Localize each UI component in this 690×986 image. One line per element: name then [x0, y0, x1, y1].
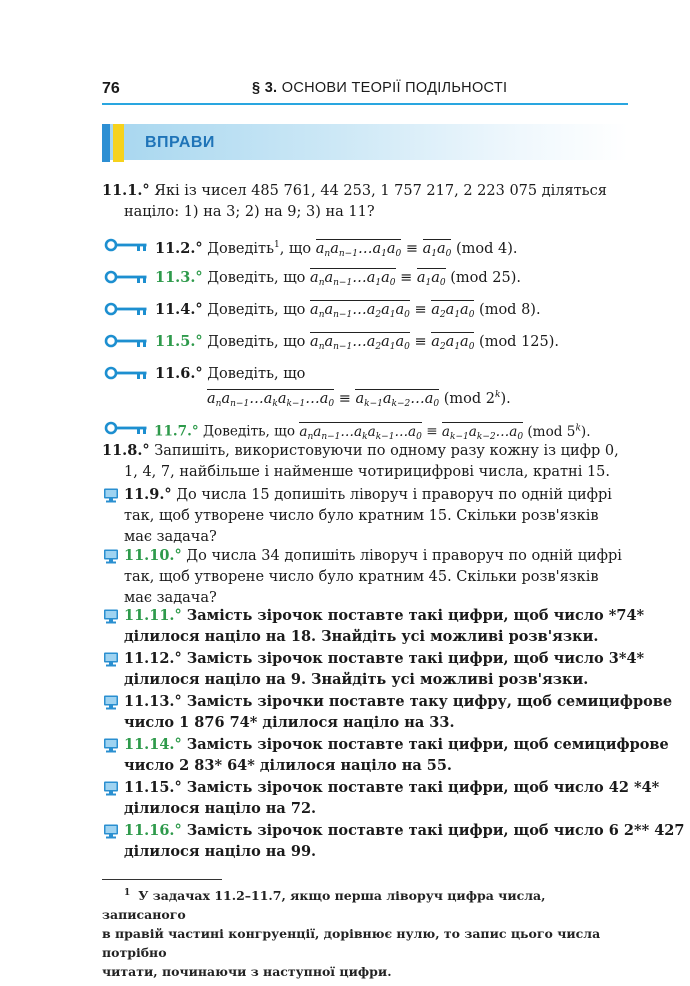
key-icon: [104, 238, 148, 252]
exercise-number: 11.10.°: [124, 547, 182, 564]
footnote-rule: [102, 879, 222, 880]
exercise-text: Доведіть, що: [202, 270, 306, 286]
exercise-text: До числа 34 допишіть ліворуч і праворуч по одній цифрі: [181, 548, 622, 564]
exercise-text: Замість зірочок поставте такі цифри, щоб число 42 *4*: [181, 779, 660, 796]
footnote-text-line: в правій частині конгруенції, дорівнює нулю, то запис цього числа потрібно: [102, 926, 601, 960]
exercise-text: До числа 15 допишіть ліворуч і праворуч по одній цифрі: [171, 487, 612, 503]
footnote-mark: 1: [124, 888, 131, 898]
section-title: [252, 80, 507, 96]
exercise-number: 11.6.°: [155, 365, 203, 382]
exercise-text-line: число 1 876 74* ділилося націло на 33.: [124, 714, 455, 731]
exercise-number: 11.14.°: [124, 736, 182, 753]
exercise-text-line: ділилося націло на 9. Знайдіть усі можливі розв'язки.: [124, 671, 589, 688]
key-icon: [104, 302, 148, 316]
modulus: (mod 5$^k$).: [527, 423, 591, 440]
computer-icon: [103, 549, 119, 564]
modulus: (mod 125).: [479, 334, 560, 350]
modulus: (mod 2$^k$).: [443, 390, 511, 407]
computer-icon: [103, 609, 119, 624]
computer-icon: [103, 824, 119, 839]
key-icon: [104, 270, 148, 284]
modulus: (mod 25).: [450, 270, 522, 286]
exercise-11-8: [102, 440, 619, 483]
exercise-number: 11.8.°: [102, 442, 150, 459]
computer-icon: [103, 695, 119, 710]
exercise-number: 11.1.°: [102, 182, 150, 199]
modulus: (mod 4).: [456, 241, 518, 257]
exercise-text-line: так, щоб утворене число було кратним 15. Скільки розв'язків: [124, 508, 599, 524]
exercise-text-line: так, щоб утворене число було кратним 45. Скільки розв'язків: [124, 569, 599, 585]
exercise-11-10: [124, 545, 622, 609]
exercise-text: Замість зірочок поставте такі цифри, щоб семицифрове: [181, 736, 669, 753]
computer-icon: [103, 781, 119, 796]
exercise-11-12: [124, 648, 644, 690]
exercise-number: 11.16.°: [124, 822, 182, 839]
exercise-11-13: [124, 691, 672, 733]
congruence-formula: $a_na_{n-1}\dots a_2a_1a_0 \equiv a_2a_1a_0$: [310, 302, 475, 320]
exercise-text: Які із чисел 485 761, 44 253, 1 757 217, 2 223 075 діляться: [149, 183, 607, 199]
exercise-11-9: [124, 484, 612, 548]
exercise-number: 11.3.°: [155, 269, 203, 286]
exercise-text: Замість зірочки поставте таку цифру, щоб семицифрове: [181, 693, 673, 710]
exercise-11-2: [155, 235, 518, 265]
banner-stripe-yellow: [113, 124, 124, 162]
exercise-number: 11.9.°: [124, 486, 172, 503]
exercise-11-6-formula-line: [207, 385, 511, 415]
key-icon: [104, 366, 148, 380]
section-title-text: ОСНОВИ ТЕОРІЇ ПОДІЛЬНОСТІ: [281, 80, 508, 96]
exercise-text-line: ділилося націло на 18. Знайдіть усі можливі розв'язки.: [124, 628, 599, 645]
modulus: (mod 8).: [479, 302, 541, 318]
banner-stripe-blue: [102, 124, 110, 162]
exercise-text: Доведіть: [202, 241, 274, 257]
exercise-text-line: ділилося націло на 99.: [124, 843, 317, 860]
exercise-text: Доведіть, що: [198, 423, 295, 440]
exercise-11-14: [124, 734, 669, 776]
exercise-text: Доведіть, що: [202, 334, 306, 350]
exercise-text: Доведіть, що: [202, 302, 306, 318]
exercise-number: 11.7.°: [154, 423, 199, 440]
exercise-text-line: має задача?: [124, 590, 217, 606]
header-rule: [102, 103, 628, 105]
congruence-formula: $a_na_{n-1}\dots a_1a_0 \equiv a_1a_0$: [310, 270, 446, 288]
exercise-text-line: число 2 83* 64* ділилося націло на 55.: [124, 757, 452, 774]
exercise-number: 11.15.°: [124, 779, 182, 796]
exercise-number: 11.5.°: [155, 333, 203, 350]
exercise-number: 11.4.°: [155, 301, 203, 318]
computer-icon: [103, 652, 119, 667]
congruence-formula: $a_na_{n-1}\dots a_1a_0 \equiv a_1a_0$: [315, 241, 452, 259]
computer-icon: [103, 738, 119, 753]
exercise-11-5: [155, 331, 559, 358]
exercise-text-2: , що: [279, 241, 312, 257]
key-icon: [104, 421, 148, 435]
exercise-text-line: має задача?: [124, 529, 217, 545]
banner-title: ВПРАВИ: [145, 134, 215, 151]
banner-stripes: [102, 124, 126, 162]
footnote-text: У задачах 11.2–11.7, якщо перша ліворуч цифра числа, записаного: [102, 888, 546, 922]
exercise-11-15: [124, 777, 659, 819]
exercise-number: 11.12.°: [124, 650, 182, 667]
exercise-text-line: націло: 1) на 3; 2) на 9; 3) на 11?: [124, 204, 375, 220]
exercise-text: Доведіть, що: [202, 366, 306, 382]
computer-icon: [103, 488, 119, 503]
exercise-11-6: [155, 363, 305, 385]
congruence-formula: $a_na_{n-1}\dots a_ka_{k-1}\dots a_0$ ≡ $a_{k-1}a_{k-2}\dots a_0$: [299, 423, 524, 442]
exercise-number: 11.13.°: [124, 693, 182, 710]
exercise-11-16: [124, 820, 684, 862]
exercise-text: Замість зірочок поставте такі цифри, щоб число 3*4*: [181, 650, 645, 667]
section-mark: § 3.: [252, 80, 278, 96]
congruence-formula: $a_na_{n-1}\dots a_2a_1a_0 \equiv a_2a_1a_0$: [310, 334, 475, 352]
exercise-number: 11.2.°: [155, 240, 203, 257]
exercise-text: Замість зірочок поставте такі цифри, щоб число 6 2** 427: [181, 822, 685, 839]
footnote-marker: 1: [273, 240, 280, 250]
footnote: [102, 884, 622, 981]
footnote-text-line: читати, починаючи з наступної цифри.: [102, 964, 392, 979]
page-number: 76: [102, 80, 120, 97]
congruence-formula: $a_na_{n-1}\dots a_ka_{k-1}\dots a_0$ ≡ $a_{k-1}a_{k-2}\dots a_0$: [207, 390, 440, 409]
exercise-11-4: [155, 299, 541, 326]
exercise-text-line: 1, 4, 7, найбільше і найменше чотирицифрові числа, кратні 15.: [124, 464, 610, 480]
exercise-11-1: [102, 180, 607, 223]
exercise-number: 11.11.°: [124, 607, 182, 624]
exercise-11-11: [124, 605, 644, 647]
exercise-text: Замість зірочок поставте такі цифри, щоб число *74*: [181, 607, 645, 624]
exercise-11-3: [155, 267, 521, 294]
key-icon: [104, 334, 148, 348]
exercise-text: Запишіть, використовуючи по одному разу кожну із цифр 0,: [149, 443, 619, 459]
exercise-text-line: ділилося націло на 72.: [124, 800, 317, 817]
